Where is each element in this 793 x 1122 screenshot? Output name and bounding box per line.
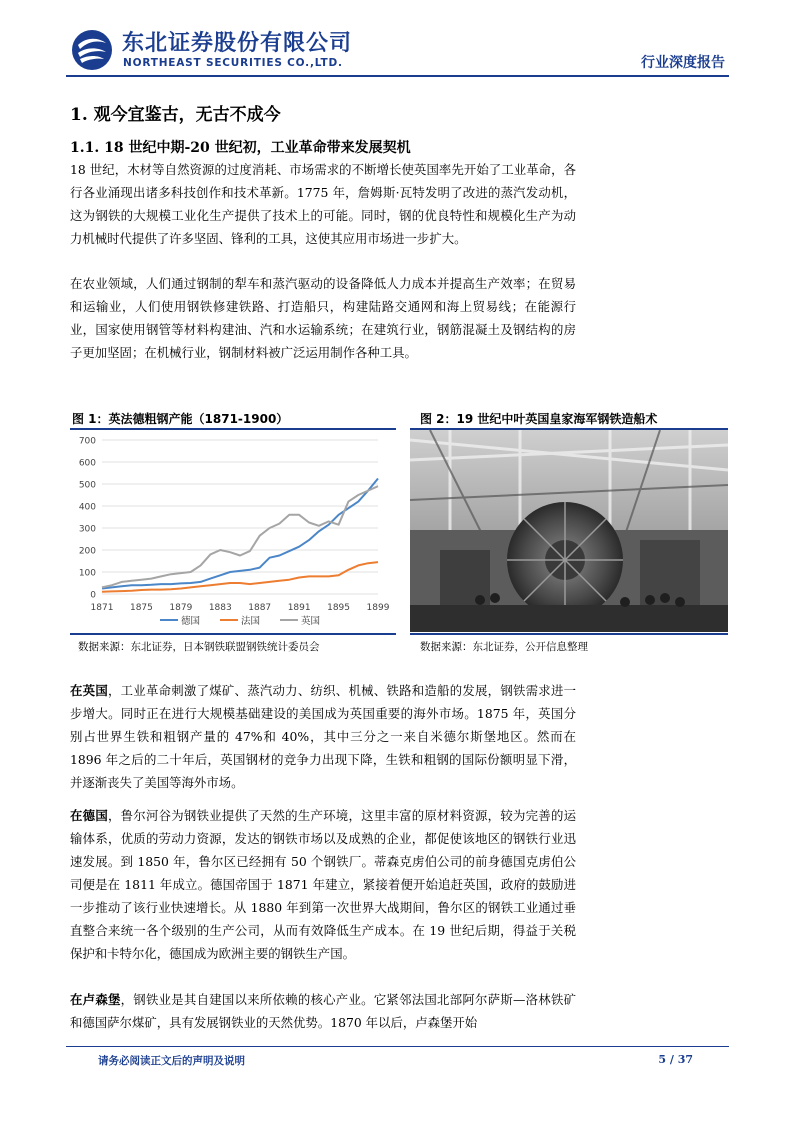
x-tick-label: 1883 — [208, 603, 232, 613]
y-tick-label: 100 — [78, 568, 96, 579]
paragraph-luxembourg-lead: 在卢森堡 — [70, 992, 121, 1007]
y-tick-label: 400 — [78, 502, 96, 513]
x-tick-label: 1891 — [287, 603, 311, 613]
company-name-en: NORTHEAST SECURITIES CO.,LTD. — [123, 57, 343, 69]
x-tick-label: 1887 — [248, 603, 272, 613]
steel-capacity-chart — [70, 430, 396, 632]
paragraph-germany — [70, 804, 576, 965]
x-tick-label: 1879 — [169, 603, 193, 613]
y-tick-label: 700 — [78, 436, 96, 447]
figure1-title: 图 1：英法德粗钢产能（1871-1900） — [72, 412, 289, 426]
y-tick-label: 200 — [78, 546, 96, 557]
subsection-heading: 1.1. 18 世纪中期-20 世纪初，工业革命带来发展契机 — [70, 140, 411, 156]
x-tick-label: 1895 — [327, 603, 351, 613]
paragraph-applications: 在农业领域，人们通过钢制的犁车和蒸汽驱动的设备降低人力成本并提高生产效率；在贸易和运输业，人们使用钢铁修建铁路、打造船只，构建陆路交通网和海上贸易线；在能源行业，国家使用钢管等材料构建油、汽和水运输系统；在建筑行业，钢筋混凝土及钢结构的房子更加坚固；在机械行业，钢制材料被广泛运用制作各种工具。 — [70, 276, 576, 360]
chart-y-ticks — [79, 437, 96, 601]
figure1-source: 数据来源：东北证券，日本钢铁联盟钢铁统计委员会 — [78, 641, 320, 653]
y-tick-label: 600 — [78, 458, 96, 469]
paragraph-intro: 18 世纪，木材等自然资源的过度消耗、市场需求的不断增长使英国率先开始了工业革命，各行各业涌现出诸多科技创作和技术革新。1775 年，詹姆斯·瓦特发明了改进的蒸汽发动机，这为钢铁的大规模工业化生产提供了技术上的可能。同时，钢的优良特性和规模化生产为动力机械时代提供了许多坚固、锋利的工具，这使其应用市场进一步扩大。 — [70, 162, 576, 246]
y-tick-label: 300 — [78, 524, 96, 535]
x-tick-label: 1899 — [366, 603, 390, 613]
paragraph-uk — [70, 679, 576, 794]
paragraph-uk-text: ，工业革命刺激了煤矿、蒸汽动力、纺织、机械、铁路和造船的发展，钢铁需求进一步增大。同时正在进行大规模基础建设的美国成为英国重要的海外市场。1875 年，英国分别占世界生铁和粗钢产量的 47%和 40%，其中三分之一来自米德尔斯堡地区。然而在 1896 年之后的二十年后，英国钢材的竞争力出现下降，生铁和粗钢的国际份额明显下滑，并逐渐丧失了美国等海外市场。 — [70, 683, 577, 790]
legend-label-3: 英国 — [301, 616, 321, 627]
x-tick-label: 1871 — [90, 603, 114, 613]
figure2-bottom-rule — [410, 633, 728, 635]
x-tick-label: 1875 — [129, 603, 153, 613]
figure2-title: 图 2：19 世纪中叶英国皇家海军钢铁造船术 — [420, 412, 658, 426]
shipbuilding-photo — [410, 430, 728, 632]
legend-label-1: 德国 — [181, 616, 201, 627]
paragraph-germany-text: ，鲁尔河谷为钢铁业提供了天然的生产环境，这里丰富的原材料资源，较为完善的运输体系，优质的劳动力资源，发达的钢铁市场以及成熟的企业，都促使该地区的钢铁行业迅速发展。到 1850 年，鲁尔区已经拥有 50 个钢铁厂。蒂森克虏伯公司的前身德国克虏伯公司便是在 1811 年成立。德国帝国于 1871 年建立，紧接着便开始追赶英国，政府的鼓励进一步推动了该行业快速增长。从 1880 年到第一次世界大战期间，鲁尔区的钢铁工业通过垂直整合来统一各个级别的生产公司，从而有效降低生产成本。在 19 世纪后期，得益于关税保护和卡特尔化，德国成为欧洲主要的钢铁生产国。 — [70, 808, 577, 961]
header-divider — [66, 75, 729, 77]
figure2-source: 数据来源：东北证券，公开信息整理 — [420, 641, 588, 653]
company-logo-icon — [70, 28, 114, 72]
page-number: 5 / 37 — [658, 1053, 693, 1066]
paragraph-uk-lead: 在英国 — [70, 683, 108, 698]
report-type: 行业深度报告 — [641, 55, 725, 71]
footer-disclaimer: 请务必阅读正文后的声明及说明 — [98, 1055, 245, 1067]
company-name-cn: 东北证券股份有限公司 — [122, 31, 353, 56]
paragraph-germany-lead: 在德国 — [70, 808, 108, 823]
paragraph-luxembourg-text: ，钢铁业是其自建国以来所依赖的核心产业。它紧邻法国北部阿尔萨斯—洛林铁矿和德国萨尔煤矿，具有发展钢铁业的天然优势。1870 年以后，卢森堡开始 — [70, 992, 577, 1030]
chart-x-ticks — [91, 603, 390, 613]
series-line-2 — [102, 562, 378, 592]
chart-legend — [160, 615, 320, 627]
y-tick-label: 500 — [78, 480, 96, 491]
paragraph-luxembourg — [70, 988, 576, 1034]
chart-series — [102, 479, 378, 592]
y-tick-label: 0 — [90, 590, 96, 601]
figure1-bottom-rule — [70, 633, 396, 635]
footer-divider — [66, 1046, 729, 1047]
section-heading: 1. 观今宜鉴古，无古不成今 — [70, 105, 281, 125]
legend-label-2: 法国 — [241, 616, 261, 627]
